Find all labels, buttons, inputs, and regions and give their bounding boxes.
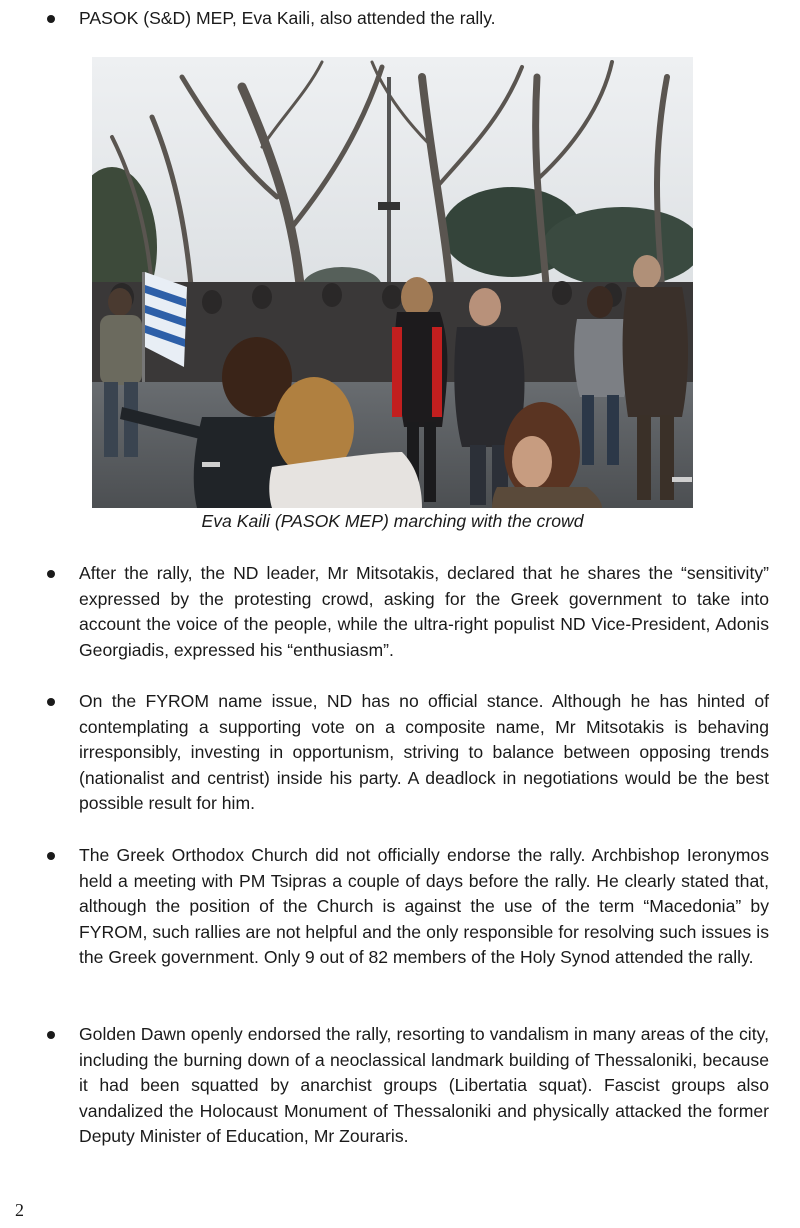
bullet-text: The Greek Orthodox Church did not officially endorse the rally. Archbishop Ieronymos held a meeting with PM Tsipras a couple of days before the rally. He clearly stated that, although the position of the Church is against the use of the term “Macedonia” by FYROM, such rallies are not helpful and the only responsible for resolving such issues is the Greek government. Only 9 out of 82 members of the Holy Synod attended the rally.: [79, 845, 769, 968]
figure-caption: Eva Kaili (PASOK MEP) marching with the crowd: [201, 511, 584, 531]
bullet-icon: [47, 15, 55, 23]
bullet-icon: [47, 1031, 55, 1039]
page-number: 2: [15, 1200, 24, 1220]
bullet-icon: [47, 570, 55, 578]
bullet-text: After the rally, the ND leader, Mr Mitsotakis, declared that he shares the “sensitivity” expressed by the protesting crowd, asking for the Greek government to take into account the voice of the people, while the ultra-right populist ND Vice-President, Adonis Georgiadis, expressed his “enthusiasm”.: [79, 563, 769, 660]
rally-photo: [92, 57, 693, 508]
bullet-text: On the FYROM name issue, ND has no official stance. Although he has hinted of contemplating a supporting vote on a composite name, Mr Mitsotakis is behaving irresponsibly, investing in opportunism, striving to balance between opposing trends (nationalist and centrist) inside his party. A deadlock in negotiations would be the best possible result for him.: [79, 691, 769, 814]
bullet-text: Golden Dawn openly endorsed the rally, resorting to vandalism in many areas of the city, including the burning down of a neoclassical landmark building of Thessaloniki, because it had been squatted by anarchist groups (Libertatia squat). Fascist groups also vandalized the Holocaust Monument of Thessaloniki and physically attacked the former Deputy Minister of Education, Mr Zouraris.: [79, 1024, 769, 1147]
bullet-text: PASOK (S&D) MEP, Eva Kaili, also attended the rally.: [79, 8, 496, 28]
bullet-icon: [47, 852, 55, 860]
bullet-icon: [47, 698, 55, 706]
